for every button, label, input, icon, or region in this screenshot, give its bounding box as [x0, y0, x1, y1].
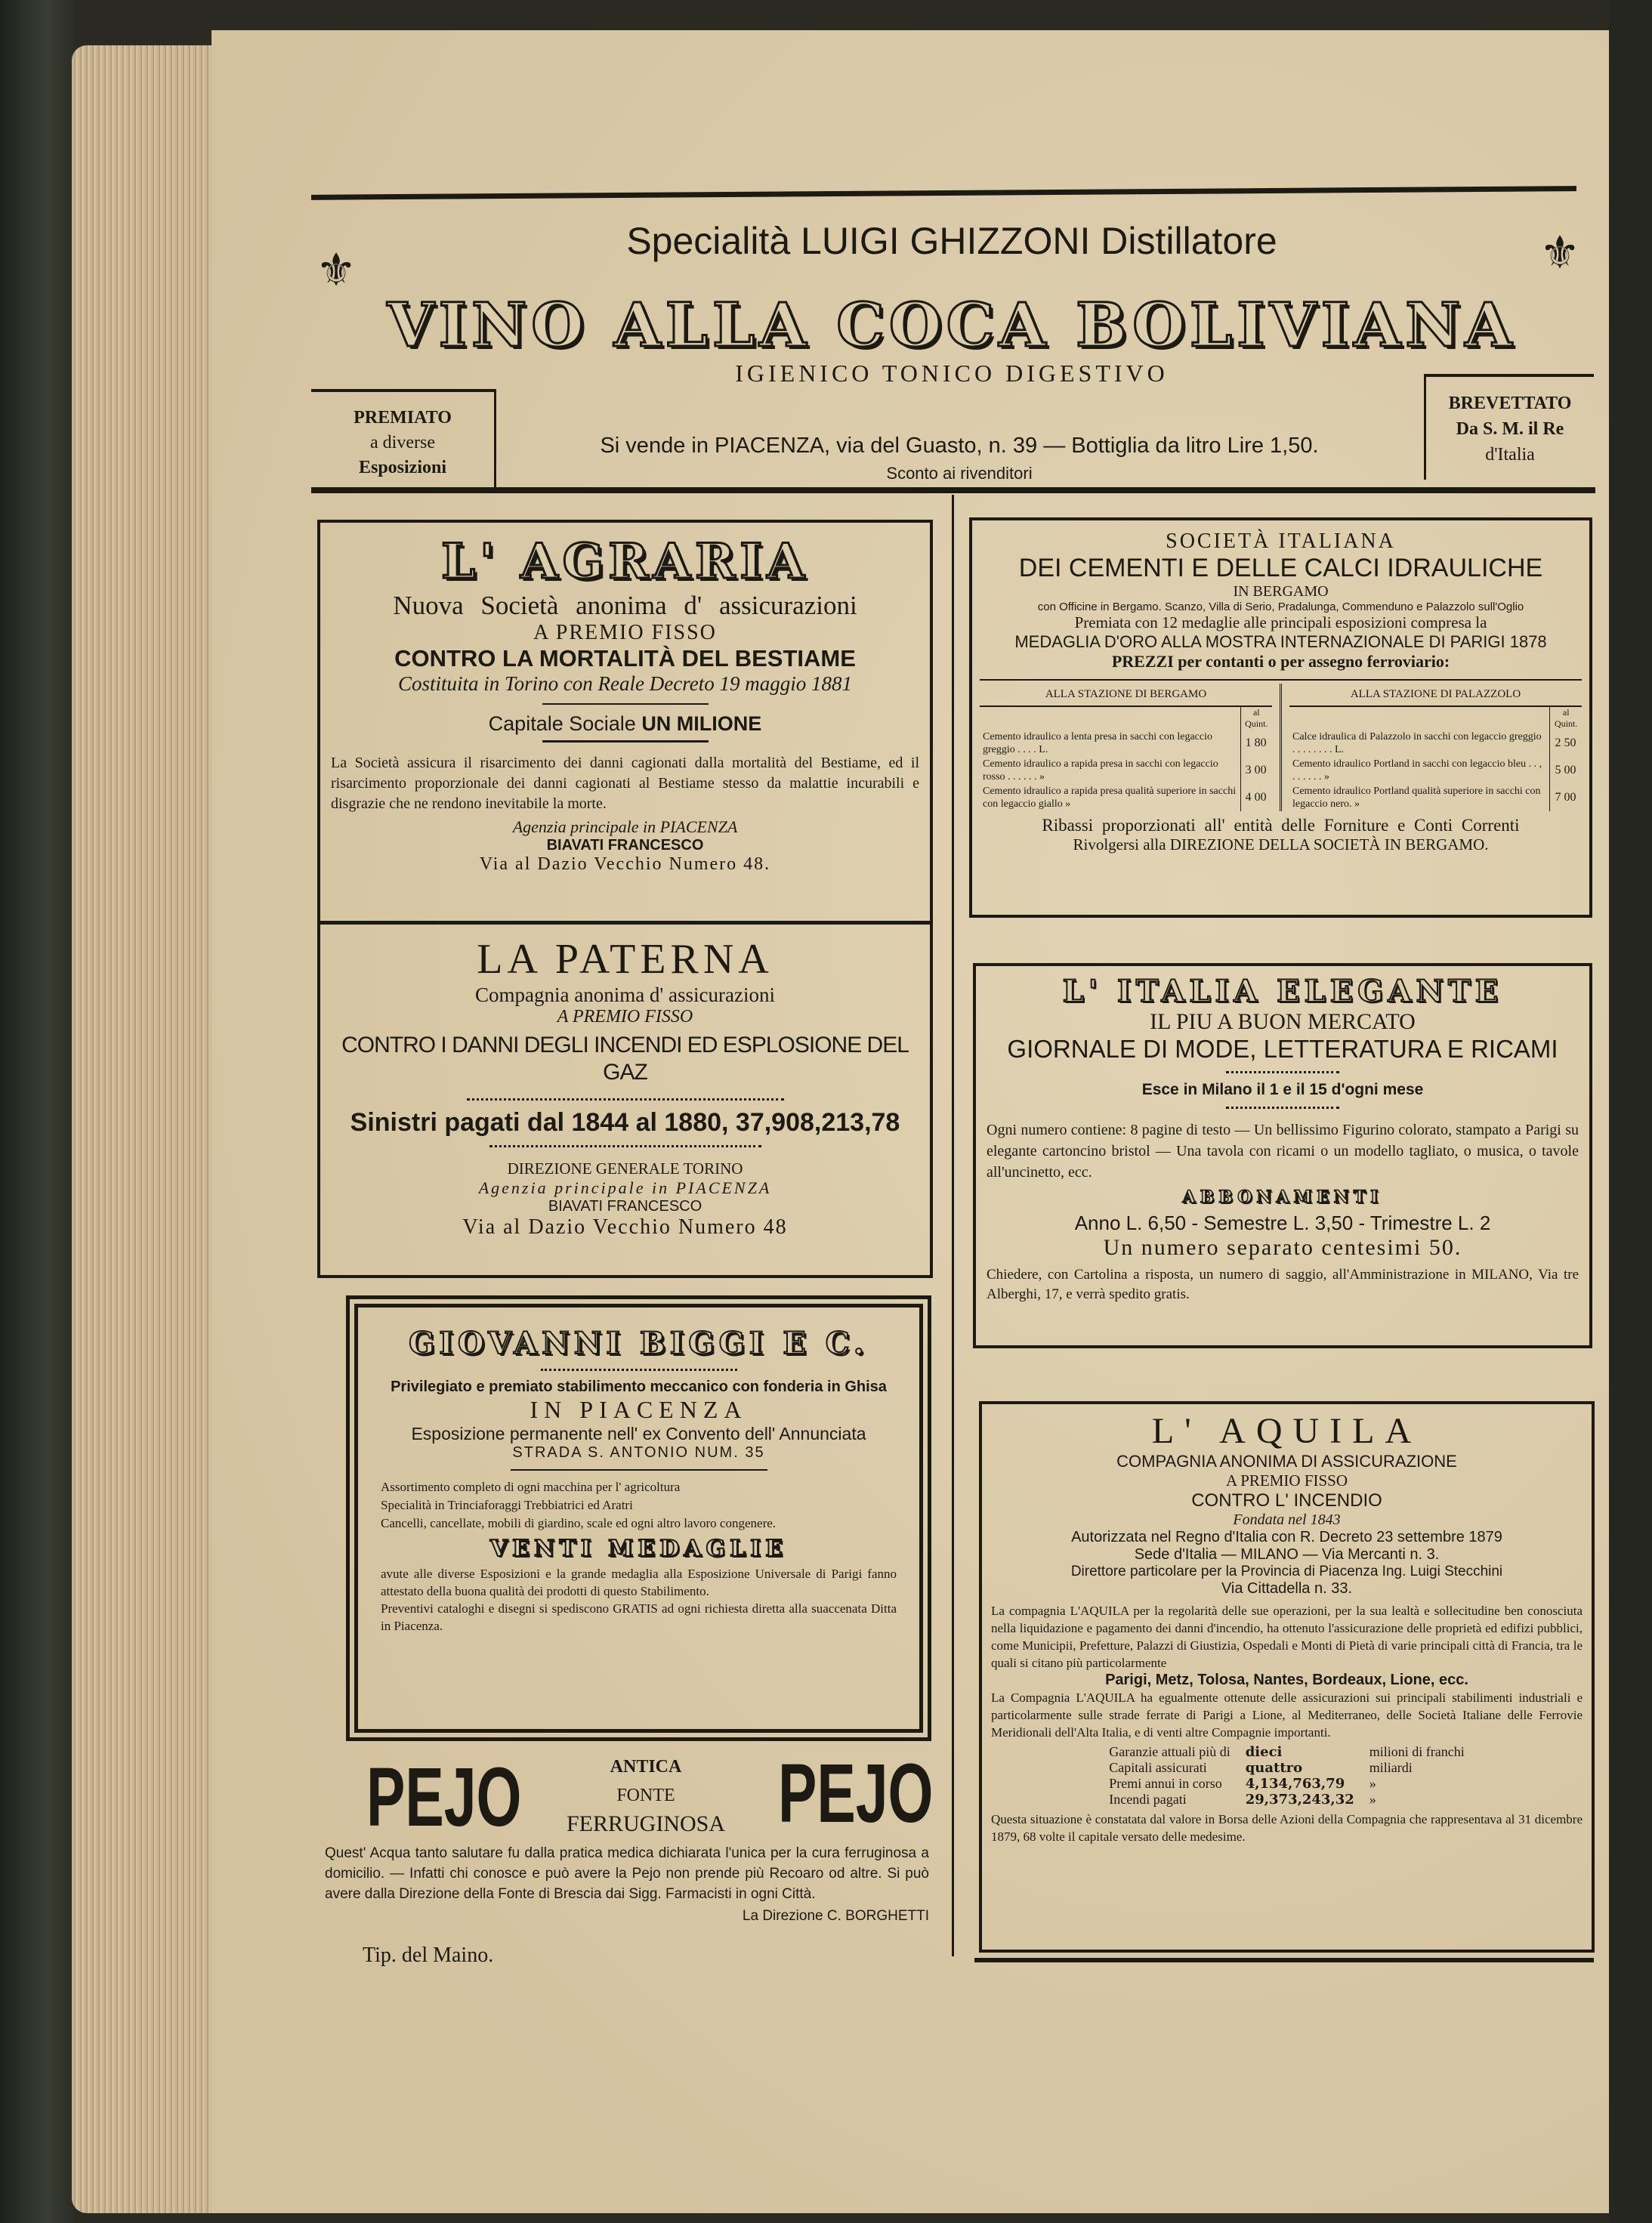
- price-tables: [980, 679, 1582, 811]
- book-spine: [0, 0, 76, 2223]
- paterna-address: Via al Dazio Vecchio Numero 48: [462, 1215, 788, 1239]
- paterna-l2: A PREMIO FISSO: [557, 1007, 693, 1027]
- biggi-p2: Specialità in Trinciaforaggi Trebbiatrici ed Aratri: [381, 1498, 633, 1512]
- header-bottom-rule: [311, 487, 1595, 493]
- stat-unit: milioni di franchi: [1369, 1744, 1465, 1759]
- premiato-sub2: Esposizioni: [358, 458, 447, 477]
- pejo-body: Quest' Acqua tanto salutare fu dalla pratica medica dichiarata l'unica per la cura ferruginosa a domicilio. — Infatti chi conosce e può avere la Pejo non prende più Recoaro od altre. Si può avere dalla Direzione della Fonte di Brescia dai Sigg. Farmacisti in ogni Città.: [325, 1845, 929, 1902]
- elegante-title: L' ITALIA ELEGANTE: [1062, 974, 1503, 1009]
- agraria-agent: BIAVATI FRANCESCO: [546, 837, 704, 854]
- agraria-l4: Costituita in Torino con Reale Decreto 19 maggio 1881: [398, 672, 852, 695]
- header-line1: Specialità LUIGI GHIZZONI Distillatore: [626, 220, 1277, 262]
- header-center: Si vende in PIACENZA, via del Guasto, n. 39 — Bottiglia da litro Lire 1,50.: [600, 434, 1319, 458]
- aquila-stats: [1101, 1744, 1471, 1808]
- item: Cemento idraulico Portland qualità superiore in sacchi con legaccio nero. »: [1292, 786, 1541, 810]
- cementi-l2: DEI CEMENTI E DELLE CALCI IDRAULICHE: [1018, 554, 1543, 582]
- biggi-p1: Assortimento completo di ogni macchina per l' agricoltura: [381, 1480, 681, 1494]
- stat-label: Garanzie attuali più di: [1109, 1744, 1231, 1759]
- pejo-left: PEJO: [366, 1751, 522, 1844]
- header-center2: Sconto ai rivenditori: [886, 464, 1033, 483]
- column-divider: [952, 495, 954, 1956]
- elegante-l3: Esce in Milano il 1 e il 15 d'ogni mese: [1141, 1081, 1424, 1098]
- pejo-sign: La Direzione C. BORGHETTI: [742, 1908, 929, 1924]
- aquila-p2: La Compagnia L'AQUILA ha egualmente ottenute delle assicurazioni sui principali stabilimenti industriali e particolarmente sulle strade ferrate di Parigi a Lione, al Mediterraneo, delle Società Italiane delle Ferrovie Meridionali dell'Alta Italia, e di venti altre Compagnie importanti.: [991, 1690, 1583, 1740]
- biggi-p3: Cancelli, cancellate, mobili di giardino, scale ed ogni altro lavoro congenere.: [381, 1516, 777, 1530]
- price-table-bergamo: [980, 684, 1272, 811]
- price: 5 00: [1550, 757, 1582, 784]
- agraria-l3: CONTRO LA MORTALITÀ DEL BESTIAME: [394, 645, 856, 672]
- cementi-l1: SOCIETÀ ITALIANA: [1166, 530, 1396, 553]
- price: 3 00: [1240, 757, 1272, 784]
- stat-label: Incendi pagati: [1109, 1792, 1187, 1807]
- stat-row: [1101, 1776, 1471, 1792]
- paterna-l5: DIREZIONE GENERALE TORINO: [507, 1159, 743, 1178]
- aquila-l4: Fondata nel 1843: [1233, 1511, 1341, 1528]
- elegante-prices: Anno L. 6,50 - Semestre L. 3,50 - Trimestre L. 2: [1074, 1212, 1491, 1234]
- premiato-sub: a diverse: [370, 433, 435, 452]
- biggi-p4: avute alle diverse Esposizioni e la grande medaglia alla Esposizione Universale di Parigi fanno attestato della buona qualità dei prodotti di questo Stabilimento.: [381, 1567, 897, 1598]
- aquila-p3: Questa situazione è constatata dal valore in Borsa delle Azioni della Compagnia che rappresentava al 31 dicembre 1879, 68 volte il capitale versato delle medesime.: [991, 1812, 1583, 1844]
- table-row: [980, 757, 1272, 784]
- item: Calce idraulica di Palazzolo in sacchi con legaccio greggio . . . . . . . . L.: [1292, 731, 1542, 755]
- paterna-agent: BIAVATI FRANCESCO: [548, 1198, 702, 1215]
- price: 1 80: [1240, 730, 1272, 757]
- biggi-l1: Privilegiato e premiato stabilimento meccanico con fonderia in Ghisa: [391, 1379, 887, 1395]
- elegante-p2: Chiedere, con Cartolina a risposta, un numero di saggio, all'Amministrazione in MILANO, Via tre Alberghi, 17, e verrà spedito gratis.: [987, 1267, 1579, 1302]
- elegante-p1: Ogni numero contiene: 8 pagine di testo — Un bellissimo Figurino colorato, stampato a Parigi su elegante cartoncino bristol — Una tavola con ricami o un modello tagliato, o musica, o tavole all'uncinetto, ecc.: [987, 1122, 1579, 1181]
- biggi-l4: STRADA S. ANTONIO NUM. 35: [512, 1444, 765, 1461]
- capital-label: Capitale Sociale: [488, 712, 636, 735]
- item: Cemento idraulico a rapida presa qualità superiore in sacchi con legaccio giallo »: [983, 786, 1237, 810]
- stat-label: Premi annui in corso: [1109, 1776, 1222, 1791]
- cementi-l3: IN BERGAMO: [1233, 583, 1329, 600]
- ad-biggi: [346, 1295, 931, 1741]
- pejo-c1: ANTICA: [610, 1757, 682, 1777]
- unit-label: al Quint.: [1240, 706, 1272, 730]
- table-row: [980, 730, 1272, 757]
- stat-unit: miliardi: [1369, 1760, 1413, 1775]
- aquila-l5: Autorizzata nel Regno d'Italia con R. Decreto 23 settembre 1879: [1071, 1529, 1502, 1545]
- table-row: [980, 784, 1272, 811]
- biggi-p5: Preventivi cataloghi e disegni si spediscono GRATIS ad ogni richiesta diretta alla suaccenata Ditta in Piacenza.: [381, 1601, 897, 1633]
- brevettato-box: [1424, 374, 1594, 480]
- pejo-right: PEJO: [778, 1747, 934, 1840]
- paterna-l3: CONTRO I DANNI DEGLI INCENDI ED ESPLOSIONE DEL GAZ: [341, 1033, 909, 1085]
- capital-value: UN MILIONE: [641, 712, 762, 735]
- aquila-l6: Sede d'Italia — MILANO — Via Mercanti n. 3.: [1134, 1546, 1440, 1563]
- header-title: VINO ALLA COCA BOLIVIANA: [387, 289, 1517, 360]
- unit-label: al Quint.: [1550, 706, 1582, 730]
- aquila-title: L' AQUILA: [1151, 1411, 1422, 1451]
- ad-paterna: [317, 923, 933, 1278]
- item: Cemento idraulico a rapida presa in sacchi con legaccio rosso . . . . . . »: [983, 758, 1218, 783]
- stat-row: [1101, 1760, 1471, 1776]
- premiato-label: PREMIATO: [354, 408, 452, 428]
- pejo-c3: FERRUGINOSA: [566, 1811, 726, 1836]
- stat-label: Capitali assicurati: [1109, 1760, 1207, 1775]
- agraria-l1: Nuova Società anonima d' assicurazioni: [393, 591, 857, 620]
- pejo-center: [521, 1752, 770, 1839]
- aquila-p1: La compagnia L'AQUILA per la regolarità delle sue operazioni, per la sua lealtà e sollecitudine ben conosciuta nella liquidazione e pagamento dei danni d'incendio, ha ottenuto l'assicurazione delle proprietà ed edifizi pubblici, come Municipii, Prefetture, Palazzi di Giustizia, Ospedali e Monti di Pietà di varie principali città di Francia, tra le quali si citano più particolarmente: [991, 1604, 1583, 1670]
- cementi-l5: Premiata con 12 medaglie alle principali esposizioni compresa la: [1074, 613, 1487, 631]
- elegante-single: Un numero separato centesimi 50.: [1103, 1235, 1462, 1260]
- pejo-c2: FONTE: [616, 1786, 675, 1805]
- pejo-text-block: [325, 1843, 929, 1968]
- cementi-l8: Ribassi proporzionati all' entità delle Forniture e Conti Correnti: [1042, 816, 1520, 835]
- page-edges: [72, 45, 215, 2213]
- stat-value: 29,373,243,32: [1245, 1792, 1354, 1808]
- biggi-l2: IN PIACENZA: [530, 1396, 748, 1423]
- agraria-agency: Agenzia principale in PIACENZA: [512, 817, 738, 836]
- paterna-l4: Sinistri pagati dal 1844 al 1880, 37,908,213,78: [350, 1108, 900, 1137]
- paterna-l1: Compagnia anonima d' assicurazioni: [474, 983, 775, 1006]
- table-row: [1289, 730, 1582, 757]
- cementi-l6: MEDAGLIA D'ORO ALLA MOSTRA INTERNAZIONALE DI PARIGI 1878: [1014, 632, 1547, 651]
- agraria-address: Via al Dazio Vecchio Numero 48.: [479, 854, 771, 874]
- ad-agraria: [317, 520, 933, 924]
- bottom-rule: [974, 1958, 1594, 1962]
- header-subtitle: IGIENICO TONICO DIGESTIVO: [735, 360, 1169, 387]
- elegante-l2: GIORNALE DI MODE, LETTERATURA E RICAMI: [1007, 1035, 1558, 1063]
- biggi-l3: Esposizione permanente nell' ex Convento dell' Annunciata: [411, 1424, 866, 1443]
- agraria-title: L' AGRARIA: [441, 533, 809, 590]
- paterna-agency: Agenzia principale in PIACENZA: [478, 1178, 772, 1197]
- aquila-l3: CONTRO L' INCENDIO: [1191, 1490, 1382, 1511]
- price-table-palazzolo: [1289, 684, 1582, 811]
- table-row: [1289, 757, 1582, 784]
- stat-row: [1101, 1744, 1471, 1760]
- brevettato-label: BREVETTATO: [1448, 394, 1572, 413]
- book-right-edge: [1609, 0, 1652, 2223]
- ad-cementi: [969, 517, 1592, 918]
- stat-unit: »: [1369, 1776, 1376, 1791]
- table-header: ALLA STAZIONE DI PALAZZOLO: [1289, 684, 1582, 706]
- cementi-l4: con Officine in Bergamo. Scanzo, Villa di Serio, Pradalunga, Commenduno e Palazzolo sull'Oglio: [1037, 601, 1524, 613]
- price: 4 00: [1240, 784, 1272, 811]
- aquila-l8: Via Cittadella n. 33.: [1221, 1580, 1353, 1597]
- savoy-coat-of-arms-icon: ⚜: [1539, 228, 1580, 278]
- table-header: ALLA STAZIONE DI BERGAMO: [980, 684, 1272, 706]
- biggi-medals: VENTI MEDAGLIE: [489, 1536, 788, 1562]
- elegante-subs: ABBONAMENTI: [1182, 1187, 1383, 1207]
- price: 7 00: [1550, 784, 1582, 811]
- premiato-box: [311, 389, 496, 487]
- table-row: [1289, 784, 1582, 811]
- item: Cemento idraulico a lenta presa in sacchi con legaccio greggio . . . . L.: [983, 731, 1212, 755]
- savoy-coat-of-arms-icon: ⚜: [316, 245, 357, 295]
- agraria-l2: A PREMIO FISSO: [533, 621, 717, 644]
- price: 2 50: [1550, 730, 1582, 757]
- cementi-l7: PREZZI per contanti o per assegno ferroviario:: [1111, 652, 1450, 671]
- elegante-l1: IL PIU A BUON MERCATO: [1150, 1009, 1416, 1034]
- brevettato-sub: Da S. M. il Re: [1456, 419, 1564, 439]
- ad-aquila: [979, 1401, 1595, 1953]
- ad-italia-elegante: [973, 963, 1592, 1348]
- stat-row: [1101, 1792, 1471, 1808]
- agraria-body: La Società assicura il risarcimento dei danni cagionati dalla mortalità del Bestiame, ed il risarcimento proporzionale dei danni cagionati al Bestiame stesso da malattie incurabili e disgrazie che ne rendono inevitabile la morte.: [331, 755, 919, 812]
- aquila-cities: Parigi, Metz, Tolosa, Nantes, Bordeaux, Lione, ecc.: [1105, 1672, 1468, 1688]
- printer-credit: Tip. del Maino.: [363, 1944, 494, 1967]
- brevettato-sub2: d'Italia: [1485, 445, 1535, 465]
- stat-value: 4,134,763,79: [1245, 1776, 1345, 1792]
- stat-unit: »: [1369, 1792, 1376, 1807]
- stat-value: dieci: [1245, 1744, 1283, 1760]
- item: Cemento idraulico Portland in sacchi con legaccio bleu . . , . . . . . . »: [1292, 758, 1542, 783]
- aquila-l1: COMPAGNIA ANONIMA DI ASSICURAZIONE: [1116, 1452, 1457, 1471]
- cementi-l9: Rivolgersi alla DIREZIONE DELLA SOCIETÀ IN BERGAMO.: [1073, 835, 1489, 854]
- stat-value: quattro: [1245, 1760, 1303, 1776]
- biggi-title: GIOVANNI BIGGI E C.: [409, 1326, 869, 1361]
- paterna-title: LA PATERNA: [477, 936, 774, 983]
- aquila-l7: Direttore particolare per la Provincia di Piacenza Ing. Luigi Stecchini: [1070, 1564, 1503, 1579]
- aquila-l2: A PREMIO FISSO: [1225, 1471, 1348, 1490]
